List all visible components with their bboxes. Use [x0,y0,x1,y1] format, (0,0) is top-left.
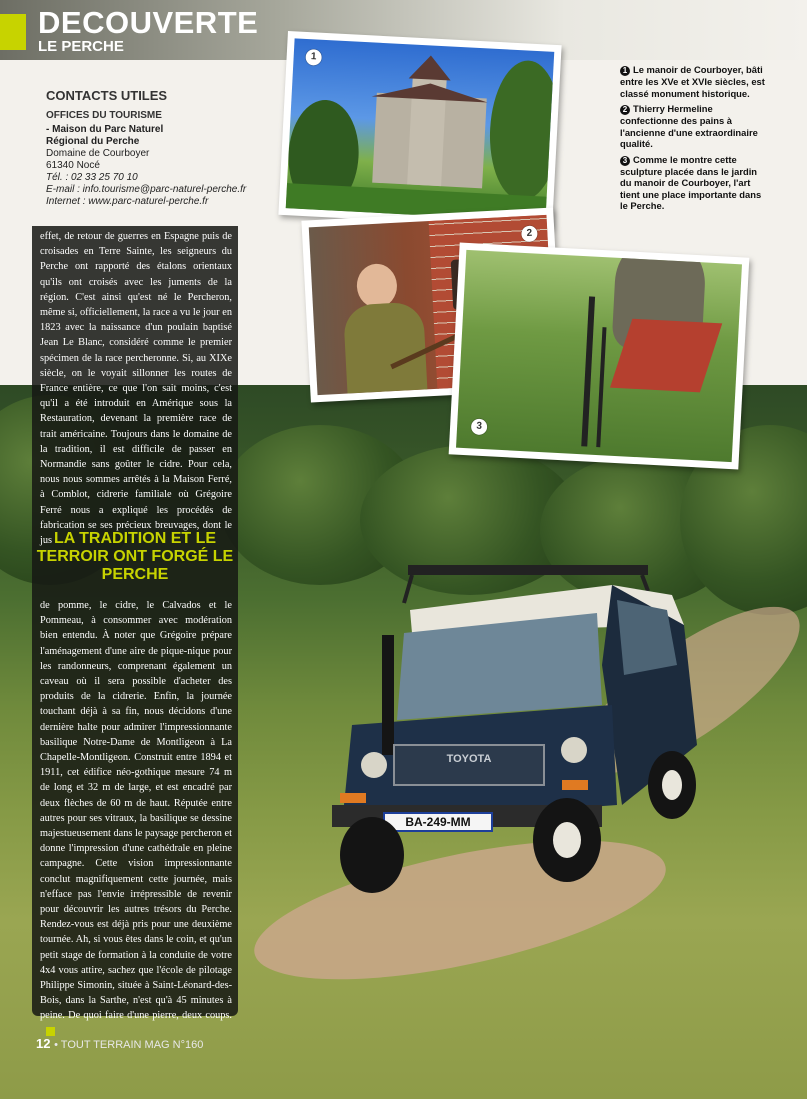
contacts-subtitle: OFFICES DU TOURISME [46,110,162,121]
article-paragraph-text: de pomme, le cidre, le Calvados et le Pommeau, à consommer avec modération bien entendu. À noter que Grégoire prépare l'aménagement d'une aire de pique-nique pour les randonneurs, comprenant également un caveau où il sera possible d'acheter des produits de la cidrerie. Enfin, la journée touchant déjà à sa fin, nous décidons d'une dernière halte pour admirer l'impressionnante basilique Notre-Dame de Montligeon à La Chapelle-Montligeon. Construit entre 1894 et 1911, cet édifice néo-gothique mesure 74 m de long et 32 m de large, et est encadré par deux flèches de 60 m de haut. Réputée entre autres pour ses vitraux, la basilique se dessine majestueusement dans le paysage percheron et donne l'impression d'une cathédrale en pleine campagne. Cette vision impressionnante conclut magnifiquement cette journée, mais n'efface pas l'envie irrépressible de revenir pour découvrir les autres trésors du Perche. Rendez-vous est déjà pris pour une deuxième tournée. Ah, si vous êtes dans le coin, et qu'un petit stage de formation à la conduite de votre 4x4 vous attire, sachez que l'école de pilotage Philippe Simonin, située à Saint-Léonard-des-Bois, dans la Sarthe, n'est qu'à 45 minutes à peine. De quoi faire d'une pierre, deux coups. [40,600,232,1022]
toyota-4x4-vehicle [312,555,712,900]
photo-number-badge: 2 [521,225,538,242]
contact-phone: Tél. : 02 33 25 70 10 [46,172,138,183]
photo-captions [620,64,770,216]
article-headline: LA TRADITION ET LE TERROIR ONT FORGÉ LE PERCHE [36,530,234,583]
caption-text: Comme le montre cette sculpture placée dans le jardin du manoir de Courboyer, l'art tient une place importante dans le Perche. [620,153,762,211]
contact-line: - Maison du Parc Naturel [46,124,164,135]
contact-website: Internet : www.parc-naturel-perche.fr [46,196,209,207]
caption-text: Le manoir de Courboyer, bâti entre les XVe et XVIe siècles, est classé monument historique. [620,64,765,99]
contact-email: E-mail : info.tourisme@parc-naturel-perche.fr [46,184,247,195]
contact-line: Domaine de Courboyer [46,148,150,159]
contact-line: 61340 Nocé [46,160,100,171]
article-paragraph: effet, de retour de guerres en Espagne puis de croisades en Terre Sainte, les seigneurs du Perche ont rapporté des étalons orientaux qu'ils ont croisés avec les juments de la région. C'est ainsi qu'est né le Percheron, même si, officiellement, la race a vu le jour en 1823 avec la naissance d'un poulain baptisé Jean Le Blanc, considéré comme le premier spécimen de la race percheronne. Si, au XIXe siècle, on le voyait sillonner les routes de France entière, ce que l'on sait moins, c'est qu'il a été introduit en Amérique sous la Restauration, devenant la première race de trait américaine. Toujours dans le domaine de la tradition, il est difficile de passer en Normandie sans goûter le cidre. Pour cela, nous nous sommes arrêtés à la Maison Ferré, à Comblot, cidrerie familiale où Grégoire Ferré nous a expliqué les procédés de fabrication se ses précieux breuvages, dont le jus [40,231,232,547]
caption-text: Thierry Hermeline confectionne des pains à l'ancienne d'une extraordinaire qualité. [620,103,758,149]
caption-item [620,64,770,99]
end-mark-icon [46,1027,55,1036]
page-number: 12 [36,1036,51,1051]
grille-brand: TOYOTA [446,753,492,765]
photo-manor [278,31,561,229]
license-plate: BA-249-MM [405,815,471,829]
caption-item [620,154,770,212]
caption-number: 3 [620,156,630,166]
section-subtitle: LE PERCHE [38,38,124,55]
photo-sculpture [449,243,750,470]
contacts-title: CONTACTS UTILES [46,88,168,103]
contacts-box [46,88,296,208]
magazine-name: • TOUT TERRAIN MAG N°160 [54,1039,204,1051]
article-paragraph [40,598,232,1039]
caption-item [620,103,770,150]
header-accent-square [0,14,26,50]
section-title: DECOUVERTE [38,5,259,40]
caption-number: 1 [620,66,630,76]
photo-number-badge: 3 [471,418,488,435]
photo-number-badge: 1 [305,49,322,66]
contact-line: Régional du Perche [46,136,140,147]
page-footer [36,1036,203,1053]
caption-number: 2 [620,105,630,115]
